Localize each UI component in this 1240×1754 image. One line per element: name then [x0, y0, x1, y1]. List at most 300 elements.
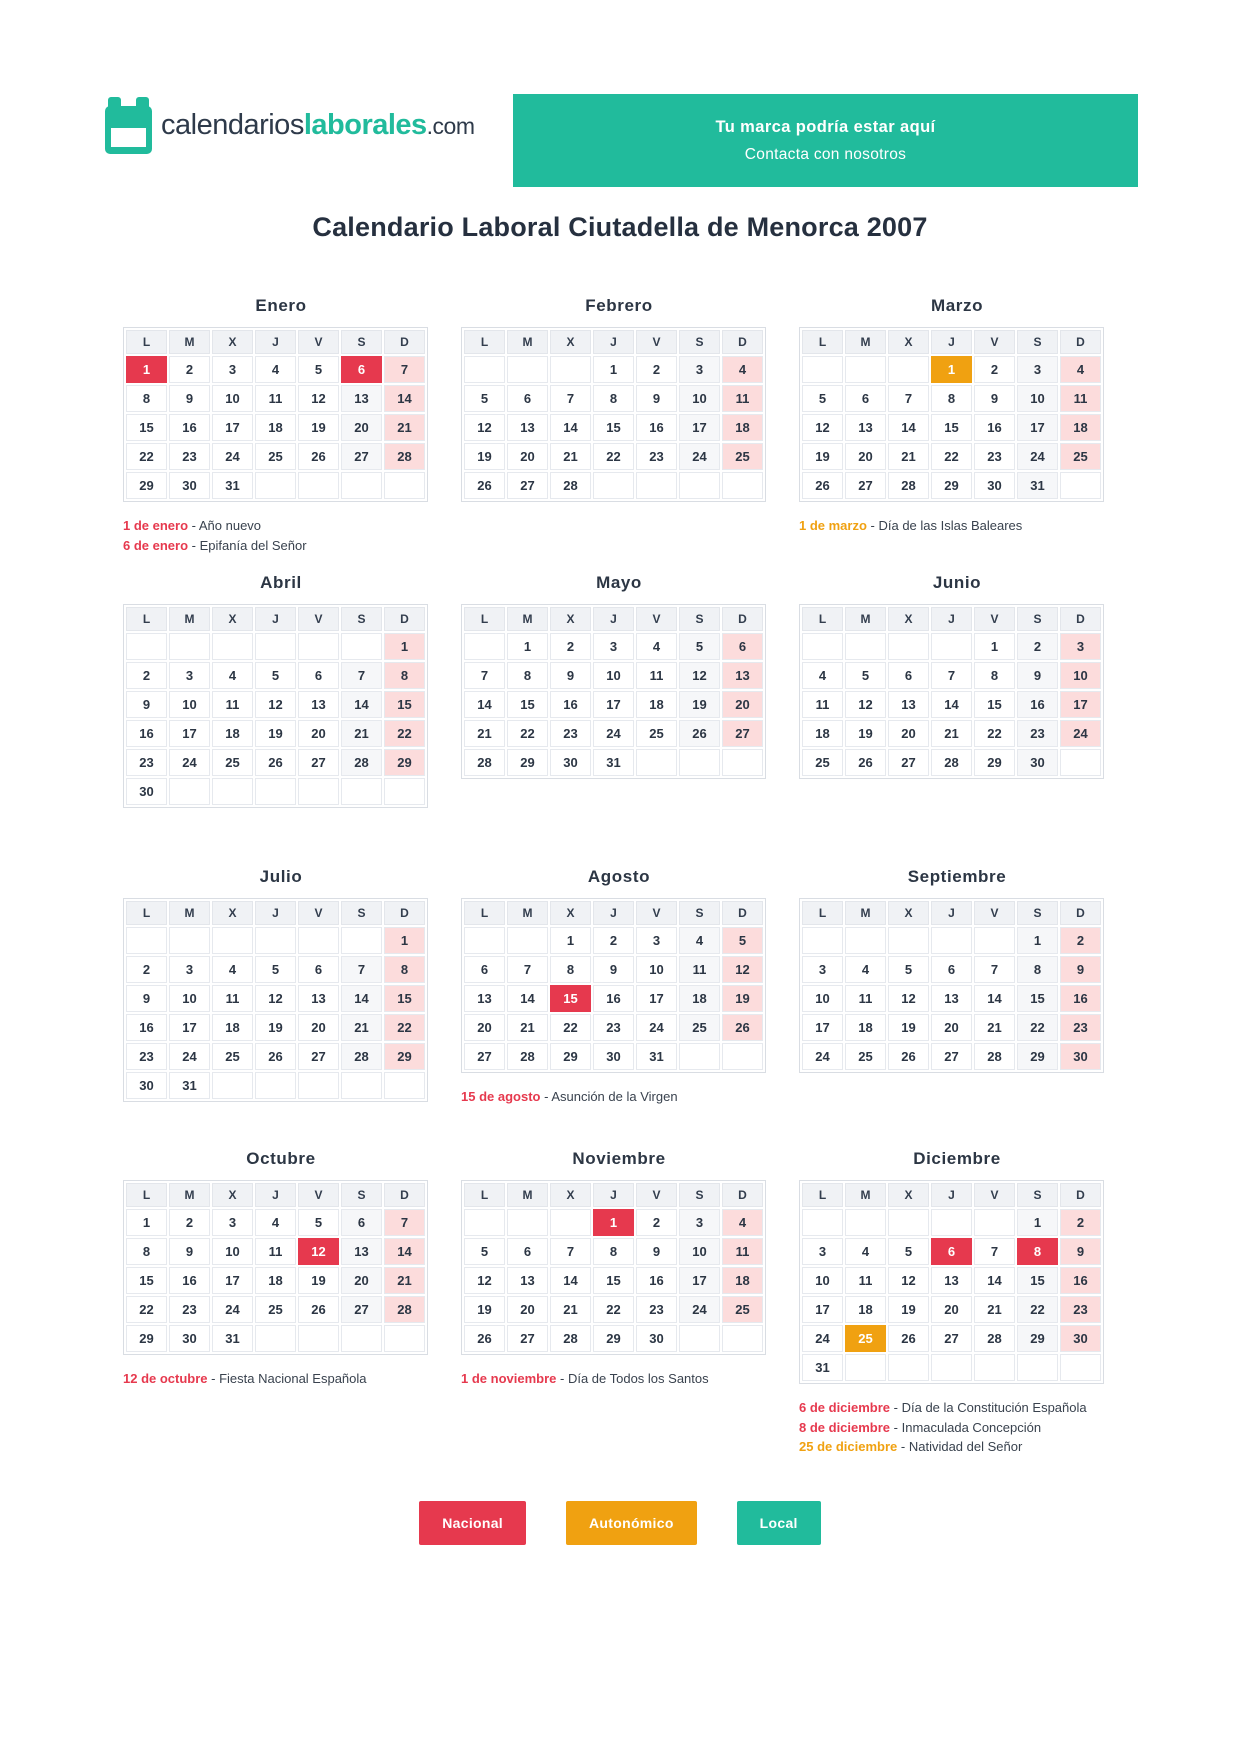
day-cell: 19 — [298, 414, 339, 441]
weekday-header: J — [255, 1183, 296, 1207]
day-cell: 3 — [679, 356, 720, 383]
day-cell: 1 — [974, 633, 1015, 660]
day-cell: 24 — [679, 443, 720, 470]
holiday-note-description: Epifanía del Señor — [199, 537, 307, 553]
site-logo-text — [161, 109, 475, 142]
empty-cell — [679, 749, 720, 776]
month-diciembre — [799, 1149, 1115, 1457]
holiday-note-description: Año nuevo — [198, 518, 262, 533]
legend-button-local[interactable]: Local — [737, 1501, 821, 1545]
weekday-header: J — [931, 1183, 972, 1207]
day-cell: 4 — [722, 356, 763, 383]
empty-cell — [341, 927, 382, 954]
day-cell: 27 — [931, 1043, 972, 1070]
day-cell: 4 — [845, 1238, 886, 1265]
month-title-noviembre: Noviembre — [572, 1149, 666, 1168]
day-cell: 11 — [255, 385, 296, 412]
calendar-table-mayo — [461, 604, 766, 779]
holiday-note — [123, 516, 439, 536]
day-cell: 15 — [384, 691, 425, 718]
month-title-marzo: Marzo — [930, 296, 984, 315]
day-cell: 14 — [888, 414, 929, 441]
day-cell: 7 — [507, 956, 548, 983]
month-notes-agosto — [461, 1087, 777, 1107]
day-cell: 9 — [636, 1238, 677, 1265]
day-cell: 29 — [550, 1043, 591, 1070]
day-cell: 28 — [974, 1325, 1015, 1352]
day-cell: 12 — [802, 414, 843, 441]
empty-cell — [845, 1354, 886, 1381]
empty-cell — [888, 356, 929, 383]
day-cell: 18 — [212, 720, 253, 747]
empty-cell — [255, 778, 296, 805]
day-cell: 23 — [550, 720, 591, 747]
weekday-header: D — [384, 330, 425, 354]
day-cell: 15 — [126, 1267, 167, 1294]
day-cell: 27 — [722, 720, 763, 747]
calendar-table-febrero — [461, 327, 766, 502]
day-cell: 22 — [126, 443, 167, 470]
day-cell: 5 — [722, 927, 763, 954]
weekday-header: V — [974, 901, 1015, 925]
day-cell: 20 — [341, 414, 382, 441]
day-cell: 29 — [931, 472, 972, 499]
day-cell: 16 — [974, 414, 1015, 441]
day-cell: 1 — [593, 356, 634, 383]
weekday-header: V — [298, 330, 339, 354]
month-notes-enero — [123, 516, 439, 555]
empty-cell — [126, 633, 167, 660]
day-cell: 26 — [802, 472, 843, 499]
weekday-header: S — [679, 901, 720, 925]
day-cell: 27 — [298, 1043, 339, 1070]
day-cell: 13 — [341, 385, 382, 412]
day-cell: 30 — [126, 778, 167, 805]
day-cell: 12 — [255, 691, 296, 718]
weekday-header: V — [636, 1183, 677, 1207]
holiday-note-description: Inmaculada Concepción — [901, 1419, 1042, 1435]
calendar-grid — [0, 296, 1240, 1471]
day-cell: 29 — [384, 1043, 425, 1070]
day-cell: 27 — [507, 1325, 548, 1352]
day-cell: 29 — [126, 1325, 167, 1352]
day-cell: 21 — [888, 443, 929, 470]
weekday-header: S — [341, 330, 382, 354]
empty-cell — [845, 1209, 886, 1236]
month-notes-diciembre — [799, 1398, 1115, 1457]
day-cell: 14 — [550, 1267, 591, 1294]
empty-cell — [802, 633, 843, 660]
day-cell: 23 — [1060, 1296, 1101, 1323]
day-cell: 4 — [255, 1209, 296, 1236]
day-cell: 24 — [593, 720, 634, 747]
day-cell: 4 — [255, 356, 296, 383]
day-cell: 10 — [679, 1238, 720, 1265]
empty-cell — [888, 1209, 929, 1236]
day-cell: 17 — [169, 1014, 210, 1041]
day-cell: 25 — [722, 1296, 763, 1323]
day-cell: 7 — [384, 1209, 425, 1236]
day-cell: 11 — [636, 662, 677, 689]
empty-cell — [212, 1072, 253, 1099]
day-cell: 31 — [169, 1072, 210, 1099]
legend-button-national[interactable]: Nacional — [419, 1501, 526, 1545]
day-cell: 23 — [636, 443, 677, 470]
day-cell: 7 — [384, 356, 425, 383]
holiday-note-date: 8 de diciembre — [799, 1419, 891, 1435]
day-cell: 16 — [126, 1014, 167, 1041]
weekday-header: S — [679, 1183, 720, 1207]
day-cell: 18 — [845, 1296, 886, 1323]
day-cell: 13 — [931, 985, 972, 1012]
holiday-note-description: Asunción de la Virgen — [551, 1089, 678, 1104]
empty-cell — [255, 1072, 296, 1099]
day-cell: 5 — [255, 662, 296, 689]
month-title-diciembre: Diciembre — [913, 1149, 1001, 1168]
page-header — [0, 0, 1240, 190]
weekday-header: S — [1017, 330, 1058, 354]
day-cell: 19 — [298, 1267, 339, 1294]
month-marzo — [799, 296, 1115, 536]
day-cell: 15 — [507, 691, 548, 718]
day-cell: 22 — [593, 443, 634, 470]
empty-cell — [636, 472, 677, 499]
empty-cell — [464, 1209, 505, 1236]
day-cell: 11 — [722, 385, 763, 412]
weekday-header: L — [464, 1183, 505, 1207]
day-cell: 21 — [341, 720, 382, 747]
day-cell: 22 — [593, 1296, 634, 1323]
month-title-septiembre: Septiembre — [907, 867, 1007, 886]
day-cell: 3 — [636, 927, 677, 954]
day-cell: 11 — [722, 1238, 763, 1265]
day-cell: 9 — [169, 385, 210, 412]
day-cell: 2 — [169, 356, 210, 383]
logo-part-com: .com — [426, 113, 475, 139]
empty-cell — [341, 1325, 382, 1352]
day-cell: 15 — [593, 1267, 634, 1294]
day-cell: 19 — [255, 720, 296, 747]
empty-cell — [126, 927, 167, 954]
day-cell: 13 — [507, 414, 548, 441]
page-title: Calendario Laboral Ciutadella de Menorca 2007 — [312, 212, 928, 242]
empty-cell — [802, 356, 843, 383]
day-cell: 26 — [255, 749, 296, 776]
day-cell: 23 — [169, 443, 210, 470]
holiday-note-description: Día de Todos los Santos — [567, 1371, 709, 1386]
empty-cell — [931, 633, 972, 660]
empty-cell — [1017, 1354, 1058, 1381]
weekday-header: D — [384, 1183, 425, 1207]
empty-cell — [931, 927, 972, 954]
empty-cell — [298, 927, 339, 954]
month-febrero — [461, 296, 777, 502]
day-cell: 26 — [255, 1043, 296, 1070]
day-cell: 2 — [636, 356, 677, 383]
day-cell: 18 — [212, 1014, 253, 1041]
empty-cell — [974, 927, 1015, 954]
empty-cell — [931, 1209, 972, 1236]
day-cell: 25 — [255, 443, 296, 470]
weekday-header: M — [507, 607, 548, 631]
day-cell: 21 — [974, 1296, 1015, 1323]
day-cell-holiday: 1 — [593, 1209, 634, 1236]
day-cell: 24 — [802, 1043, 843, 1070]
day-cell: 17 — [679, 1267, 720, 1294]
weekday-header: X — [212, 330, 253, 354]
day-cell: 25 — [802, 749, 843, 776]
day-cell: 17 — [1060, 691, 1101, 718]
month-title-junio: Junio — [932, 573, 982, 592]
day-cell: 11 — [802, 691, 843, 718]
weekday-header: M — [507, 901, 548, 925]
empty-cell — [974, 1354, 1015, 1381]
day-cell: 22 — [126, 1296, 167, 1323]
day-cell: 19 — [845, 720, 886, 747]
day-cell: 25 — [845, 1043, 886, 1070]
day-cell: 23 — [974, 443, 1015, 470]
day-cell: 9 — [126, 691, 167, 718]
holiday-note-separator: - — [188, 537, 200, 553]
day-cell: 13 — [888, 691, 929, 718]
day-cell: 18 — [679, 985, 720, 1012]
day-cell: 26 — [845, 749, 886, 776]
day-cell: 19 — [888, 1014, 929, 1041]
empty-cell — [722, 1043, 763, 1070]
day-cell: 2 — [636, 1209, 677, 1236]
weekday-header: M — [169, 607, 210, 631]
day-cell-holiday: 12 — [298, 1238, 339, 1265]
day-cell: 28 — [550, 472, 591, 499]
day-cell: 4 — [802, 662, 843, 689]
weekday-header: S — [341, 607, 382, 631]
holiday-note — [123, 1369, 439, 1389]
day-cell-holiday: 6 — [341, 356, 382, 383]
day-cell: 3 — [169, 956, 210, 983]
day-cell: 13 — [298, 691, 339, 718]
holiday-note-separator: - — [207, 1371, 220, 1386]
day-cell: 28 — [507, 1043, 548, 1070]
weekday-header: M — [845, 1183, 886, 1207]
month-title-agosto: Agosto — [587, 867, 651, 886]
empty-cell — [550, 356, 591, 383]
day-cell: 30 — [1060, 1043, 1101, 1070]
day-cell: 26 — [298, 1296, 339, 1323]
day-cell: 12 — [888, 985, 929, 1012]
day-cell: 24 — [169, 749, 210, 776]
day-cell: 29 — [593, 1325, 634, 1352]
month-notes-noviembre — [461, 1369, 777, 1389]
weekday-header: V — [636, 607, 677, 631]
day-cell: 9 — [169, 1238, 210, 1265]
day-cell: 14 — [384, 1238, 425, 1265]
day-cell: 17 — [212, 414, 253, 441]
day-cell: 2 — [1017, 633, 1058, 660]
day-cell: 20 — [845, 443, 886, 470]
empty-cell — [298, 1072, 339, 1099]
empty-cell — [298, 1325, 339, 1352]
empty-cell — [507, 927, 548, 954]
day-cell: 2 — [550, 633, 591, 660]
holiday-note-separator: - — [540, 1089, 552, 1104]
day-cell: 2 — [593, 927, 634, 954]
weekday-header: V — [298, 607, 339, 631]
day-cell: 6 — [298, 662, 339, 689]
weekday-header: X — [550, 607, 591, 631]
weekday-header: L — [802, 330, 843, 354]
day-cell: 5 — [845, 662, 886, 689]
weekday-header: D — [722, 1183, 763, 1207]
day-cell: 29 — [1017, 1325, 1058, 1352]
day-cell: 11 — [679, 956, 720, 983]
month-title-febrero: Febrero — [585, 296, 653, 315]
weekday-header: L — [802, 607, 843, 631]
day-cell: 6 — [507, 1238, 548, 1265]
empty-cell — [384, 1325, 425, 1352]
day-cell: 15 — [126, 414, 167, 441]
weekday-header: D — [384, 607, 425, 631]
day-cell: 17 — [593, 691, 634, 718]
legend-button-regional[interactable]: Autonómico — [566, 1501, 697, 1545]
weekday-header: D — [1060, 1183, 1101, 1207]
day-cell: 5 — [255, 956, 296, 983]
holiday-note-separator: - — [188, 518, 199, 533]
day-cell: 16 — [1060, 1267, 1101, 1294]
months-row-4 — [123, 1149, 1240, 1471]
day-cell: 12 — [888, 1267, 929, 1294]
day-cell: 13 — [341, 1238, 382, 1265]
day-cell: 31 — [212, 472, 253, 499]
calendar-table-agosto — [461, 898, 766, 1073]
calendar-icon — [105, 97, 152, 154]
day-cell: 16 — [169, 414, 210, 441]
day-cell: 1 — [384, 927, 425, 954]
day-cell: 9 — [550, 662, 591, 689]
day-cell: 23 — [593, 1014, 634, 1041]
weekday-header: S — [341, 901, 382, 925]
empty-cell — [169, 927, 210, 954]
day-cell: 18 — [636, 691, 677, 718]
empty-cell — [298, 778, 339, 805]
day-cell: 29 — [384, 749, 425, 776]
day-cell: 20 — [298, 720, 339, 747]
day-cell: 30 — [169, 472, 210, 499]
day-cell: 7 — [341, 956, 382, 983]
day-cell: 25 — [679, 1014, 720, 1041]
day-cell: 6 — [341, 1209, 382, 1236]
day-cell: 18 — [1060, 414, 1101, 441]
months-row-2 — [123, 573, 1240, 867]
logo-part-laborales: laborales — [303, 109, 427, 141]
weekday-header: S — [679, 330, 720, 354]
day-cell: 20 — [464, 1014, 505, 1041]
empty-cell — [1060, 749, 1101, 776]
empty-cell — [931, 1354, 972, 1381]
day-cell: 19 — [464, 1296, 505, 1323]
weekday-header: S — [1017, 1183, 1058, 1207]
months-row-3 — [123, 867, 1240, 1149]
weekday-header: X — [212, 901, 253, 925]
day-cell: 19 — [679, 691, 720, 718]
day-cell: 20 — [507, 1296, 548, 1323]
day-cell: 28 — [974, 1043, 1015, 1070]
day-cell: 22 — [1017, 1296, 1058, 1323]
ad-banner[interactable] — [513, 94, 1138, 187]
day-cell: 11 — [845, 985, 886, 1012]
day-cell: 10 — [802, 985, 843, 1012]
day-cell: 28 — [341, 749, 382, 776]
month-agosto — [461, 867, 777, 1107]
holiday-note-date: 6 de diciembre — [799, 1400, 891, 1415]
day-cell: 14 — [341, 691, 382, 718]
day-cell: 27 — [845, 472, 886, 499]
weekday-header: L — [464, 330, 505, 354]
holiday-note-separator: - — [890, 1419, 902, 1435]
day-cell: 11 — [255, 1238, 296, 1265]
site-logo[interactable] — [105, 97, 475, 154]
weekday-header: V — [636, 901, 677, 925]
empty-cell — [1060, 472, 1101, 499]
day-cell-holiday: 1 — [126, 356, 167, 383]
day-cell: 5 — [888, 1238, 929, 1265]
day-cell: 12 — [722, 956, 763, 983]
day-cell: 14 — [384, 385, 425, 412]
month-title-julio: Julio — [259, 867, 303, 886]
day-cell: 10 — [802, 1267, 843, 1294]
empty-cell — [888, 1354, 929, 1381]
month-title-octubre: Octubre — [246, 1149, 316, 1168]
day-cell: 21 — [974, 1014, 1015, 1041]
day-cell: 26 — [722, 1014, 763, 1041]
empty-cell — [341, 778, 382, 805]
day-cell: 8 — [593, 385, 634, 412]
day-cell: 30 — [169, 1325, 210, 1352]
empty-cell — [384, 472, 425, 499]
weekday-header: X — [888, 1183, 929, 1207]
day-cell: 21 — [931, 720, 972, 747]
day-cell: 19 — [888, 1296, 929, 1323]
day-cell: 31 — [212, 1325, 253, 1352]
day-cell: 14 — [464, 691, 505, 718]
holiday-note-description: Natividad del Señor — [908, 1439, 1023, 1454]
empty-cell — [636, 749, 677, 776]
calendar-table-marzo — [799, 327, 1104, 502]
logo-part-calendarios: calendarios — [161, 109, 304, 141]
day-cell: 3 — [802, 1238, 843, 1265]
day-cell: 5 — [298, 1209, 339, 1236]
empty-cell — [802, 1209, 843, 1236]
empty-cell — [722, 1325, 763, 1352]
day-cell: 6 — [464, 956, 505, 983]
day-cell: 21 — [550, 443, 591, 470]
day-cell: 16 — [593, 985, 634, 1012]
day-cell: 16 — [126, 720, 167, 747]
day-cell: 10 — [169, 691, 210, 718]
empty-cell — [550, 1209, 591, 1236]
day-cell: 16 — [1060, 985, 1101, 1012]
day-cell: 18 — [255, 1267, 296, 1294]
weekday-header: D — [1060, 901, 1101, 925]
day-cell: 22 — [550, 1014, 591, 1041]
day-cell: 27 — [298, 749, 339, 776]
day-cell: 27 — [341, 443, 382, 470]
day-cell: 2 — [1060, 927, 1101, 954]
holiday-note — [461, 1087, 777, 1107]
day-cell: 27 — [507, 472, 548, 499]
weekday-header: X — [888, 607, 929, 631]
day-cell: 16 — [1017, 691, 1058, 718]
day-cell: 22 — [384, 1014, 425, 1041]
